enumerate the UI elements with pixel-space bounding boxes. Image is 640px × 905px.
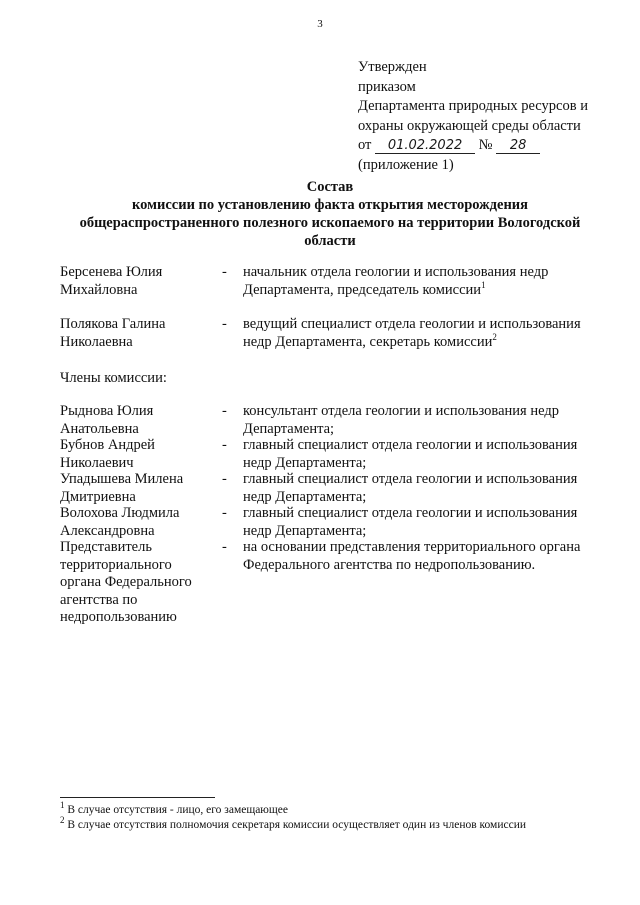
name-line: Берсенева Юлия <box>60 264 163 280</box>
name-line: Волохова Людмила <box>60 505 180 521</box>
dash: - <box>222 539 227 555</box>
approval-line-1: Утвержден <box>358 59 427 75</box>
person-name: Представитель территориального органа Федерального агентства по недропользованию <box>60 539 192 625</box>
footnote-1 <box>60 800 288 817</box>
date-prefix: от <box>358 137 372 153</box>
title-line-1: Состав <box>306 179 354 195</box>
name-line: Бубнов Андрей <box>60 437 155 453</box>
person-name <box>60 403 210 438</box>
person-name <box>60 471 210 506</box>
person-role: главный специалист отдела геологии и использования недр Департамента; <box>243 437 578 471</box>
footnote-mark: 2 <box>60 815 65 826</box>
name-line: Николаевна <box>60 333 133 350</box>
number-sign: № <box>478 137 493 153</box>
approval-date-line <box>358 136 588 156</box>
dash: - <box>222 437 227 453</box>
person-role: главный специалист отдела геологии и использования недр Департамента; <box>243 471 578 505</box>
footnote-separator <box>60 797 215 798</box>
person-role: главный специалист отдела геологии и использования недр Департамента; <box>243 505 578 539</box>
members-label: Члены комиссии: <box>60 370 167 386</box>
person-name <box>60 264 210 299</box>
dash: - <box>222 505 227 521</box>
person-name <box>60 505 210 540</box>
handwritten-date: 01.02.2022 <box>375 139 475 154</box>
handwritten-number: 28 <box>496 139 540 154</box>
title-line-3: общераспространенного полезного ископаемого на территории Вологодской <box>79 215 581 231</box>
dash: - <box>222 403 227 419</box>
page-number: 3 <box>317 18 323 30</box>
footnote-2 <box>60 815 527 832</box>
person-role <box>243 316 605 351</box>
person-name <box>60 316 210 351</box>
approval-line-3: Департамента природных ресурсов и <box>358 98 588 114</box>
document-title <box>60 178 600 250</box>
name-line: Николаевич <box>60 454 134 471</box>
dash: - <box>222 264 227 280</box>
name-line: Рыднова Юлия <box>60 403 154 419</box>
footnote-mark: 1 <box>60 800 65 811</box>
footnote-mark: 2 <box>492 331 497 342</box>
name-line: Анатольевна <box>60 420 139 437</box>
person-role <box>243 264 605 299</box>
approval-line-4: охраны окружающей среды области <box>358 117 581 134</box>
approval-line-2: приказом <box>358 78 416 95</box>
approval-stamp <box>358 58 588 175</box>
appendix-label: (приложение 1) <box>358 156 454 173</box>
role-text: начальник отдела геологии и использования недр Департамента, председатель комиссии <box>243 264 549 298</box>
footnote-text: В случае отсутствия полномочия секретаря комиссии осуществляет один из членов комиссии <box>67 819 527 831</box>
title-line-2: комиссии по установлению факта открытия месторождения <box>131 197 529 213</box>
name-line: Упадышева Милена <box>60 471 184 487</box>
name-line: Александровна <box>60 522 155 539</box>
person-role: на основании представления территориального органа Федерального агентства по недропользованию. <box>243 539 581 573</box>
person-role: консультант отдела геологии и использования недр Департамента; <box>243 403 559 437</box>
name-line: Михайловна <box>60 281 138 298</box>
role-text: ведущий специалист отдела геологии и использования недр Департамента, секретарь комиссии <box>243 316 581 350</box>
footnote-mark: 1 <box>481 279 486 290</box>
dash: - <box>222 316 227 332</box>
person-name <box>60 437 210 472</box>
title-line-4: области <box>304 233 356 249</box>
name-line: Полякова Галина <box>60 316 166 332</box>
name-line: Дмитриевна <box>60 488 136 505</box>
dash: - <box>222 471 227 487</box>
footnote-text: В случае отсутствия - лицо, его замещающее <box>67 804 288 816</box>
